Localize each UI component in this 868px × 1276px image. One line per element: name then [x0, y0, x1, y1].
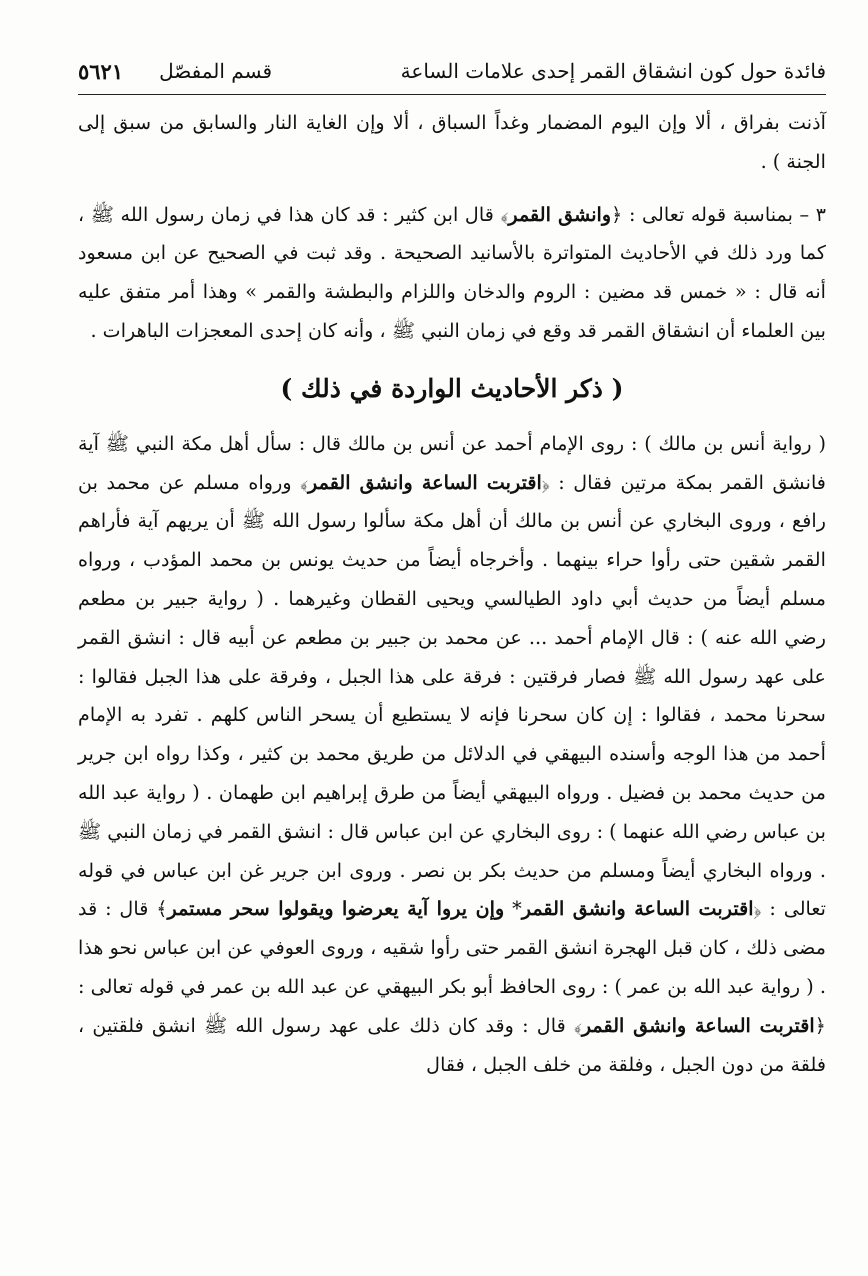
running-title: فائدة حول كون انشقاق القمر إحدى علامات الساعة — [400, 59, 826, 83]
header-left-group — [78, 59, 272, 84]
quran-quote: وانشق القمر — [508, 202, 612, 226]
paragraph-3-text-e: ﴾ قال : وقد كان ذلك على عهد رسول الله ﷺ انشق فلقتين ، فلقة من دون الجبل ، وفلقة من خلف الجبل ، فقال — [78, 1013, 826, 1076]
paragraph-3-text-b: ﴾ ورواه مسلم عن محمد بن رافع ، وروى البخاري عن أنس بن مالك أن أهل مكة سألوا رسول الله ﷺ أن يريهم آية فأراهم القمر شقين حتى رأوا حراء بينهما . وأخرجاه أيضاً من حديث يونس بن محمد المؤدب ، ورواه مسلم أيضاً من حديث أبي داود الطيالسي ويحيى القطان وغيرهما . ( رواية جبير بن مطعم رضي الله عنه ) : قال الإمام أحمد ... عن محمد بن جبير بن مطعم عن أبيه قال : انشق القمر على عهد رسول الله ﷺ فصار فرقتين : فرقة على هذا الجبل ، وفرقة على هذا الجبل فقالوا : سحرنا محمد ، فقالوا : إن كان سحرنا فإنه لا يستطيع أن يسحر الناس كلهم . تفرد به الإمام أحمد من هذا الوجه وأسنده البيهقي في الدلائل من طريق محمد بن كثير ، وكذا رواه ابن جرير من حديث محمد بن فضيل . ورواه البيهقي أيضاً من طرق إبراهيم ابن طهمان . ( رواية عبد الله بن عباس رضي الله عنهما ) : روى البخاري عن ابن عباس قال : انشق القمر في زمان النبي ﷺ . ورواه البخاري أيضاً ومسلم من حديث بكر بن نصر . وروى ابن جرير غن ابن عباس في قوله تعالى : ﴿ — [78, 470, 826, 921]
paragraph-3-text-d: ﴾ قال : قد مضى ذلك ، كان قبل الهجرة انشق القمر حتى رأوا شقيه ، وروى العوفي عن ابن عباس نحو هذا . ( رواية عبد الله بن عمر ) : روى الحافظ أبو بكر البيهقي عن عبد الله بن عمر في قوله تعالى : ﴿ — [78, 897, 826, 1037]
paragraph-2-text-b: ﴾ قال ابن كثير : قد كان هذا في زمان رسول الله ﷺ ، كما ورد ذلك في الأحاديث المتواترة بالأسانيد الصحيحة . وقد ثبت في الصحيح عن ابن مسعود أنه قال : « خمس قد مضين : الروم والدخان واللزام والبطشة والقمر » وهذا أمر متفق عليه بين العلماء أن انشقاق القمر قد وقع في زمان النبي ﷺ ، وأنه كان إحدى المعجزات الباهرات . — [78, 202, 826, 342]
paragraph-2-text-a: ٣ – بمناسبة قوله تعالى : ﴿ — [611, 202, 826, 226]
quran-quote: وإن يروا آية يعرضوا ويقولوا سحر مستمر — [167, 897, 505, 921]
paragraph-1 — [78, 104, 826, 182]
paragraph-2 — [78, 196, 826, 351]
quran-quote: اقتربت الساعة وانشق القمر — [308, 470, 542, 494]
page-body — [78, 104, 826, 1084]
quran-quote: اقتربت الساعة وانشق القمر — [521, 897, 754, 921]
paragraph-3-text-c: * — [504, 897, 522, 921]
page-header — [78, 48, 826, 95]
paragraph-1-text: آذنت بفراق ، ألا وإن اليوم المضمار وغداً السباق ، ألا وإن الغاية النار والسابق من سبق إلى الجنة ) . — [78, 111, 826, 173]
section-name: قسم المفصّل — [159, 59, 273, 83]
section-heading: ( ذكر الأحاديث الواردة في ذلك ) — [280, 373, 624, 403]
quran-quote: اقتربت الساعة وانشق القمر — [581, 1013, 815, 1037]
paragraph-3-text-a: ( رواية أنس بن مالك ) : روى الإمام أحمد عن أنس بن مالك قال : سأل أهل مكة النبي ﷺ آية فانشق القمر بمكة مرتين فقال : ﴿ — [78, 431, 826, 494]
paragraph-3 — [78, 425, 826, 1085]
page-number: ٥٦٢١ — [78, 58, 124, 84]
